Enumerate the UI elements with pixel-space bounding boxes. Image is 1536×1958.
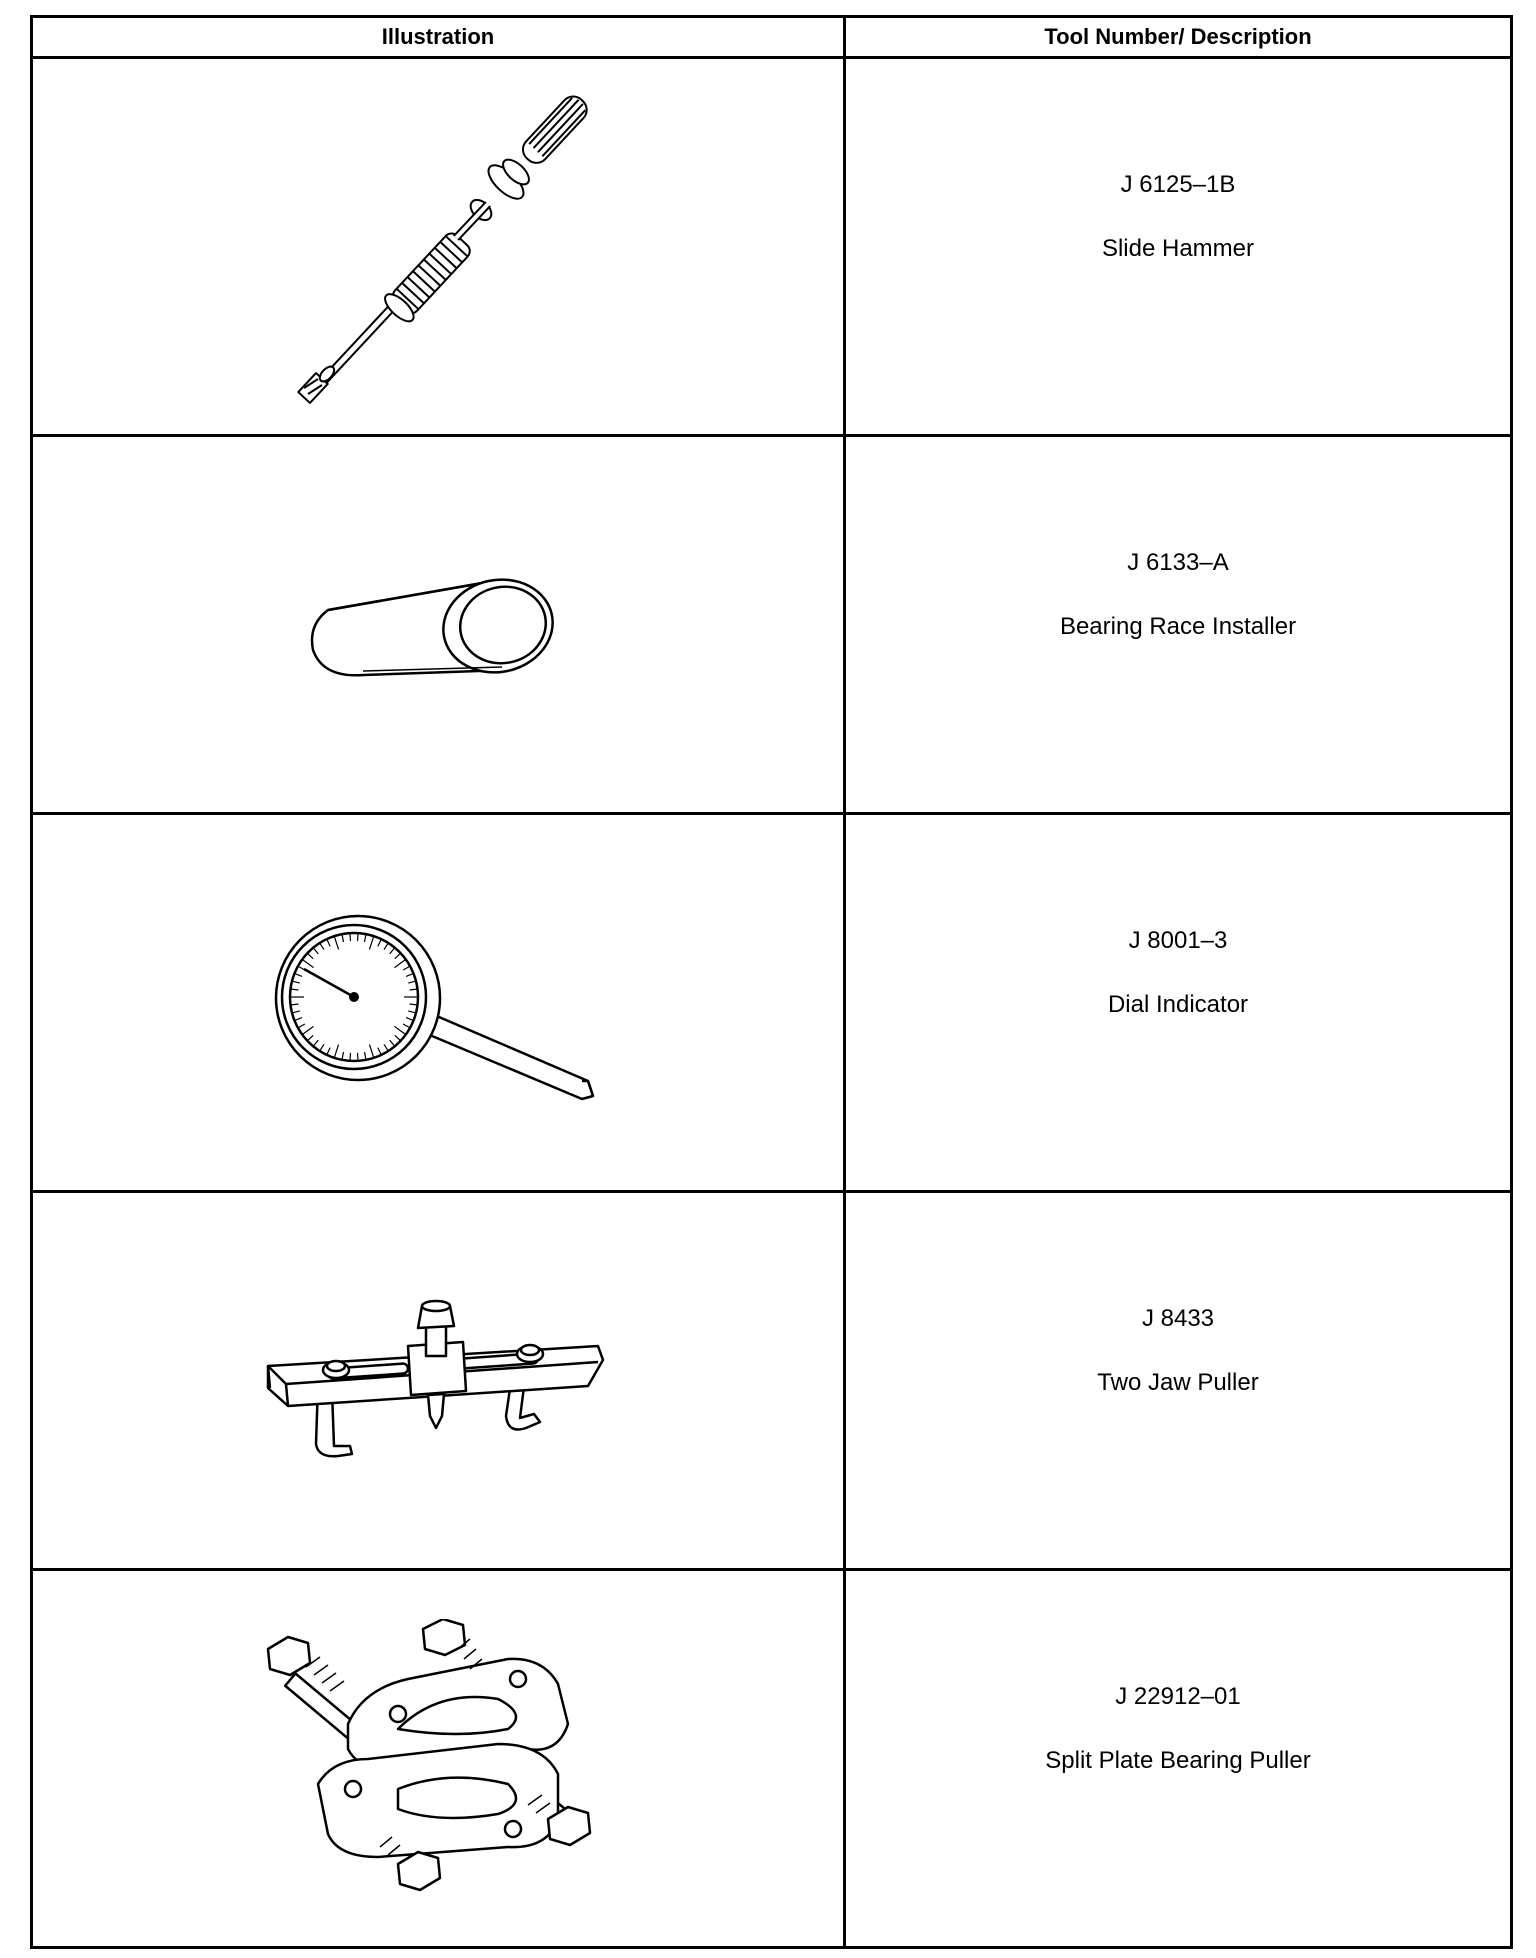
- table-row: [32, 58, 1512, 436]
- two-jaw-puller-icon: [258, 1296, 618, 1466]
- tool-name: Split Plate Bearing Puller: [1045, 1746, 1311, 1774]
- illustration-cell: [32, 1570, 845, 1948]
- illustration-cell: [32, 436, 845, 814]
- tool-number: J 22912–01: [1115, 1682, 1241, 1710]
- tool-name: Dial Indicator: [1107, 990, 1249, 1018]
- tool-number: J 8433: [1141, 1304, 1215, 1332]
- description-cell: [845, 1192, 1512, 1570]
- table-row: [32, 1570, 1512, 1948]
- description-cell: [845, 814, 1512, 1192]
- description-cell: [845, 1570, 1512, 1948]
- header-illustration: Illustration: [32, 17, 845, 58]
- tool-name: Two Jaw Puller: [1097, 1368, 1259, 1396]
- table-row: [32, 1192, 1512, 1570]
- dial-indicator-icon: [268, 903, 608, 1103]
- tool-number: J 6125–1B: [1120, 170, 1236, 198]
- special-tools-table: [30, 15, 1513, 1949]
- tool-name: Slide Hammer: [1101, 234, 1255, 262]
- slide-hammer-icon: [278, 82, 598, 412]
- table-row: [32, 814, 1512, 1192]
- description-cell: [845, 436, 1512, 814]
- bearing-race-installer-icon: [288, 550, 588, 700]
- tool-name: Bearing Race Installer: [1059, 612, 1297, 640]
- split-plate-bearing-puller-icon: [258, 1619, 618, 1899]
- illustration-cell: [32, 58, 845, 436]
- table-row: [32, 436, 1512, 814]
- illustration-cell: [32, 814, 845, 1192]
- tool-number: J 6133–A: [1127, 548, 1229, 576]
- table-header-row: [32, 17, 1512, 58]
- tool-number: J 8001–3: [1128, 926, 1228, 954]
- description-cell: [845, 58, 1512, 436]
- illustration-cell: [32, 1192, 845, 1570]
- header-tool-description: Tool Number/ Description: [845, 17, 1512, 58]
